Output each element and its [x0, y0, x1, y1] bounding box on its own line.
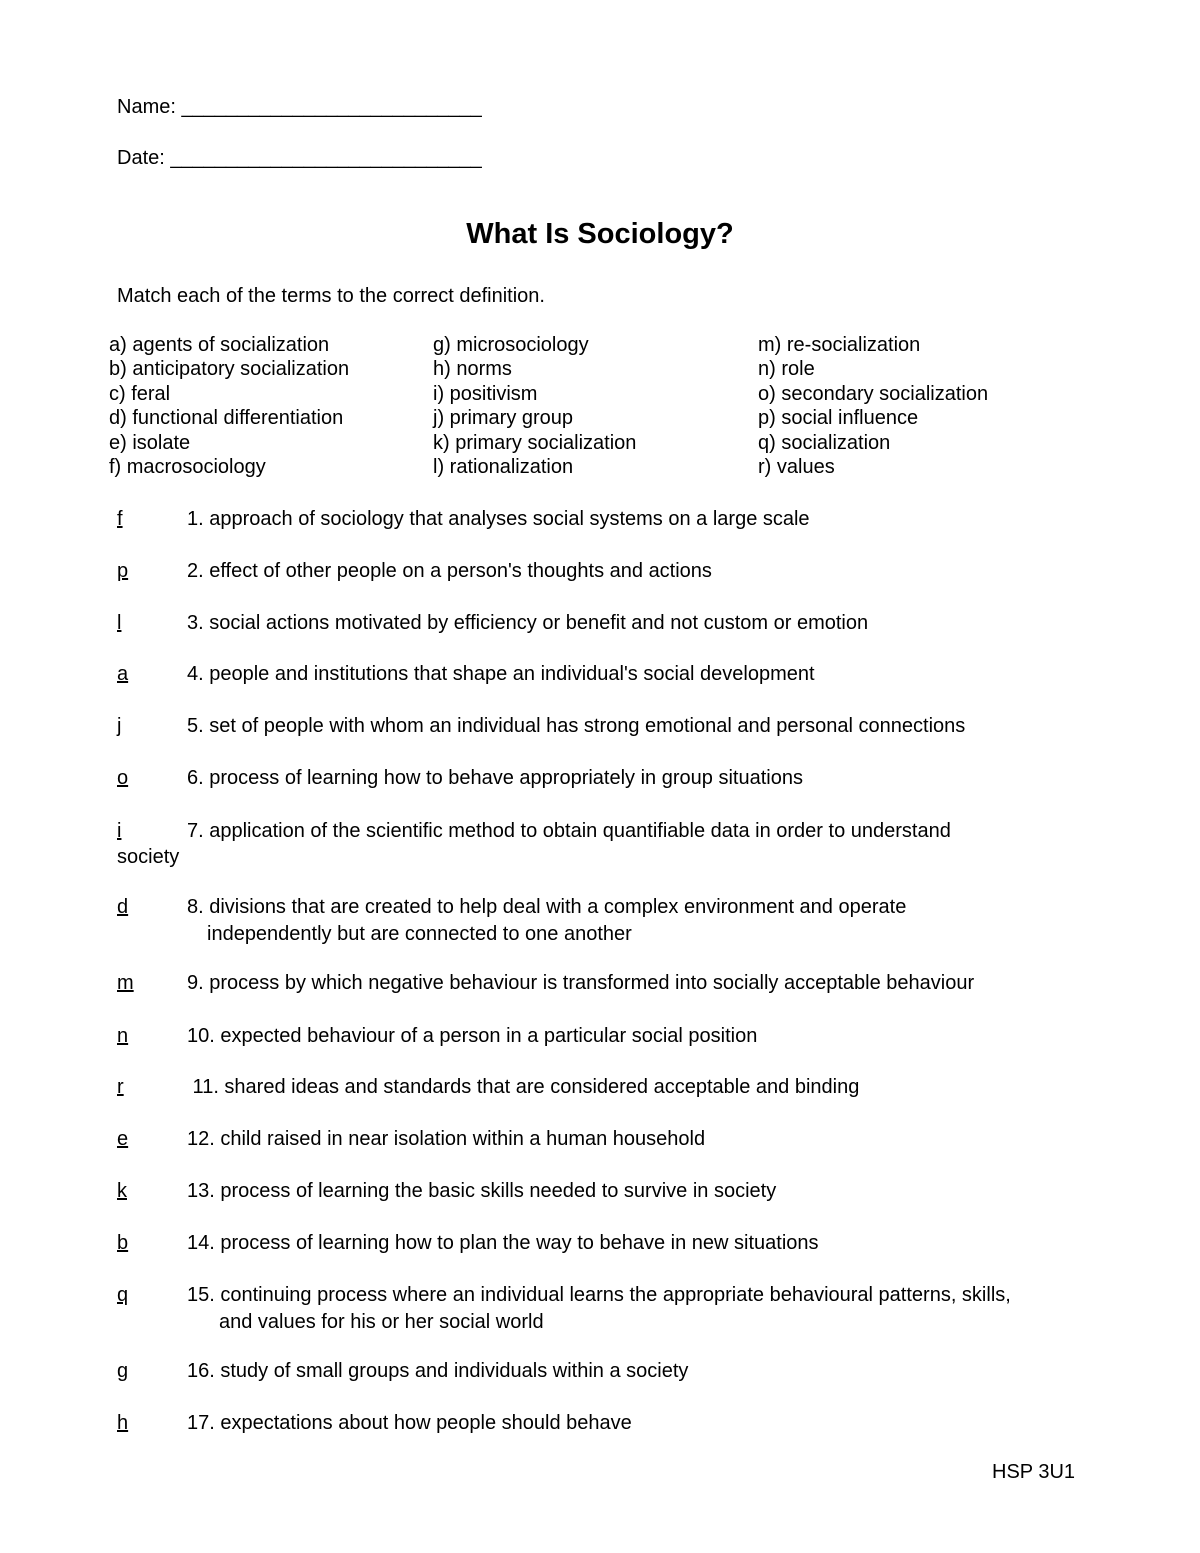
- question-text: 11. shared ideas and standards that are considered acceptable and binding: [187, 1076, 860, 1098]
- question-text: 17. expectations about how people should behave: [187, 1412, 632, 1434]
- term-item: l) rationalization: [433, 456, 574, 479]
- name-field: Name: ___________________________: [117, 96, 482, 118]
- answer-blank[interactable]: r: [117, 1076, 124, 1098]
- answer-blank[interactable]: p: [117, 560, 129, 582]
- answer-blank[interactable]: o: [117, 767, 129, 789]
- answer-blank[interactable]: k: [117, 1180, 127, 1202]
- terms-column-3: [758, 333, 988, 479]
- terms-column-1: [109, 333, 349, 479]
- question-text-continued: and values for his or her social world: [219, 1311, 544, 1333]
- question-text: 16. study of small groups and individuals within a society: [187, 1360, 689, 1382]
- answer-blank[interactable]: g: [117, 1360, 129, 1382]
- question-text: 12. child raised in near isolation within a human household: [187, 1128, 706, 1150]
- date-field: Date: ____________________________: [117, 147, 482, 169]
- question-text-continued: independently but are connected to one another: [207, 923, 632, 945]
- question-text: 5. set of people with whom an individual has strong emotional and personal connections: [187, 715, 966, 737]
- answer-blank[interactable]: h: [117, 1412, 129, 1434]
- term-item: q) socialization: [758, 431, 891, 454]
- answer-blank[interactable]: j: [117, 715, 122, 737]
- answer-blank[interactable]: n: [117, 1025, 129, 1047]
- term-item: h) norms: [433, 358, 512, 381]
- term-item: c) feral: [109, 382, 171, 405]
- term-item: a) agents of socialization: [109, 334, 330, 356]
- question-text: 13. process of learning the basic skills needed to survive in society: [187, 1180, 777, 1202]
- answer-blank[interactable]: a: [117, 663, 129, 685]
- question-text: 2. effect of other people on a person's thoughts and actions: [187, 560, 712, 582]
- term-item: i) positivism: [433, 382, 538, 405]
- term-item: k) primary socialization: [433, 431, 637, 454]
- question-text: 8. divisions that are created to help deal with a complex environment and operate: [187, 896, 907, 918]
- term-item: n) role: [758, 358, 815, 381]
- term-item: r) values: [758, 456, 835, 479]
- question-text: 3. social actions motivated by efficiency or benefit and not custom or emotion: [187, 612, 869, 634]
- answer-blank[interactable]: b: [117, 1232, 129, 1254]
- question-text: 7. application of the scientific method to obtain quantifiable data in order to understand: [187, 820, 951, 842]
- answer-blank[interactable]: d: [117, 896, 129, 918]
- page-title: What Is Sociology?: [466, 218, 734, 250]
- term-item: d) functional differentiation: [109, 407, 344, 430]
- term-item: f) macrosociology: [109, 456, 266, 479]
- answer-blank[interactable]: e: [117, 1128, 129, 1150]
- answer-blank[interactable]: f: [117, 508, 123, 530]
- term-item: j) primary group: [433, 407, 574, 430]
- term-item: m) re-socialization: [758, 334, 921, 356]
- question-text: 6. process of learning how to behave appropriately in group situations: [187, 767, 803, 789]
- instructions: Match each of the terms to the correct definition.: [117, 285, 545, 307]
- term-item: o) secondary socialization: [758, 382, 989, 405]
- question-text: 14. process of learning how to plan the way to behave in new situations: [187, 1232, 819, 1254]
- question-text: 4. people and institutions that shape an individual's social development: [187, 663, 815, 685]
- answer-blank[interactable]: m: [117, 972, 134, 994]
- term-item: b) anticipatory socialization: [109, 358, 350, 381]
- terms-column-2: [433, 333, 636, 479]
- question-text: 1. approach of sociology that analyses social systems on a large scale: [187, 508, 810, 530]
- answer-blank[interactable]: l: [117, 612, 122, 634]
- term-item: p) social influence: [758, 407, 919, 430]
- answer-blank[interactable]: q: [117, 1284, 129, 1306]
- question-text-continued: society: [117, 846, 180, 868]
- term-item: e) isolate: [109, 431, 191, 454]
- question-text: 10. expected behaviour of a person in a particular social position: [187, 1025, 758, 1047]
- question-text: 9. process by which negative behaviour is transformed into socially acceptable behaviour: [187, 972, 975, 994]
- term-item: g) microsociology: [433, 334, 589, 356]
- course-code-footer: HSP 3U1: [992, 1461, 1076, 1483]
- answer-blank[interactable]: i: [117, 820, 122, 842]
- question-text: 15. continuing process where an individual learns the appropriate behavioural patterns, skills,: [187, 1284, 1011, 1306]
